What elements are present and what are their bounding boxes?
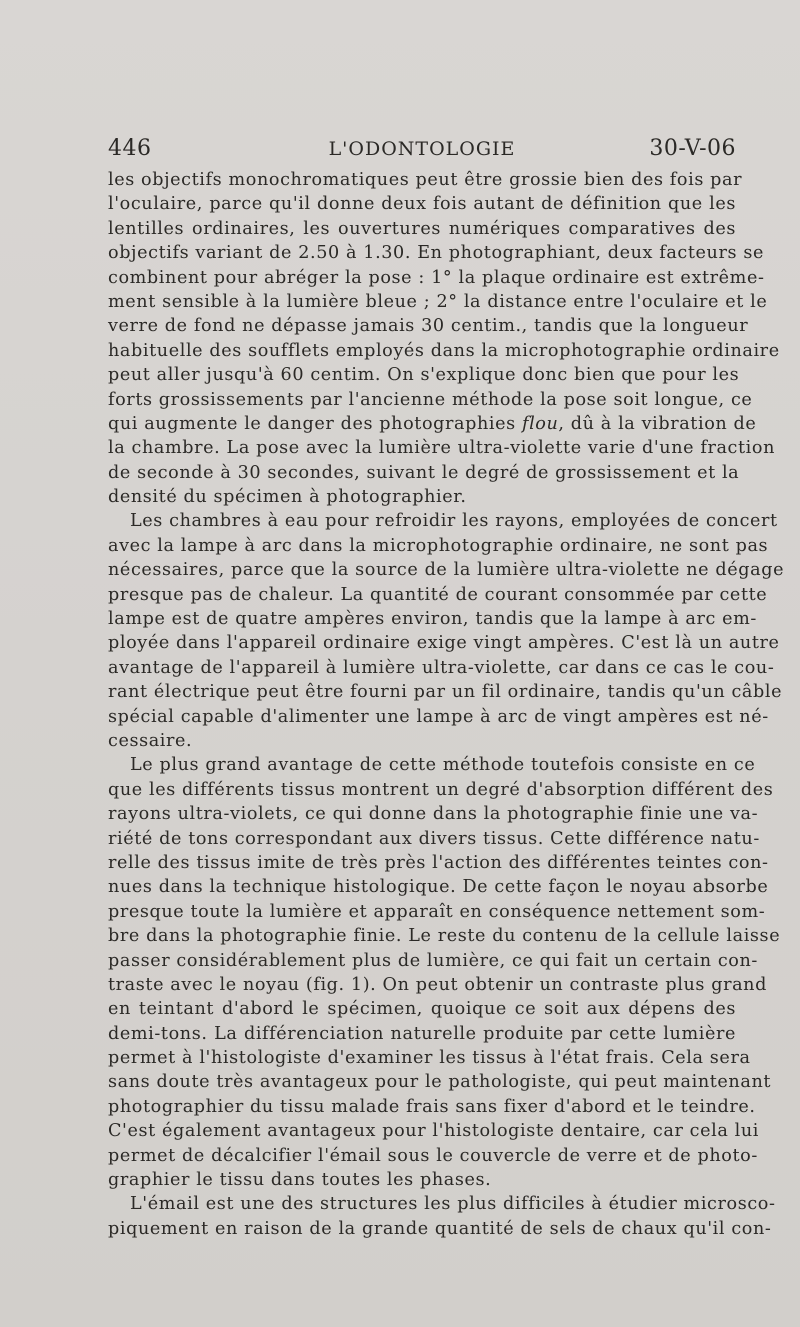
text-line: sans doute très avantageux pour le pathologiste, qui peut maintenant xyxy=(108,1072,772,1093)
text-line: photographier du tissu malade frais sans fixer d'abord et le teindre. xyxy=(108,1096,756,1117)
text-line: les objectifs monochromatiques peut être grossie bien des fois par xyxy=(108,170,743,190)
text-line: rant électrique peut être fourni par un fil ordinaire, tandis qu'un câble xyxy=(108,682,783,703)
text-line: forts grossissements par l'ancienne méthode la pose soit longue, ce xyxy=(108,389,753,410)
text-line: que les différents tissus montrent un degré d'absorption différent des xyxy=(108,779,774,800)
text-line: C'est également avantageux pour l'histologiste dentaire, car cela lui xyxy=(108,1121,760,1142)
text-line: l'oculaire, parce qu'il donne deux fois autant de définition que les xyxy=(108,194,736,215)
issue-date: 30-V-06 xyxy=(649,136,736,161)
text-line: L'émail est une des structures les plus difficiles à étudier microsco- xyxy=(130,1194,776,1215)
italic-word: flou xyxy=(521,413,559,434)
text-line: habituelle des soufflets employés dans la microphotographie ordinaire xyxy=(108,340,780,361)
text-line: presque pas de chaleur. La quantité de courant consommée par cette xyxy=(108,584,768,605)
text-line: presque toute la lumière et apparaît en conséquence nettement som- xyxy=(108,901,766,922)
text-line: permet de décalcifier l'émail sous le couvercle de verre et de photo- xyxy=(108,1145,758,1166)
text-line: cessaire. xyxy=(108,730,193,751)
text-line: ployée dans l'appareil ordinaire exige vingt ampères. C'est là un autre xyxy=(108,633,780,654)
text-line: nécessaires, parce que la source de la lumière ultra-violette ne dégage xyxy=(108,560,785,581)
text-line: permet à l'histologiste d'examiner les tissus à l'état frais. Cela sera xyxy=(108,1048,751,1069)
text-line: relle des tissus imite de très près l'action des différentes teintes con- xyxy=(108,852,769,873)
text-line: objectifs variant de 2.50 à 1.30. En photographiant, deux facteurs se xyxy=(108,243,764,264)
text-segment: qui augmente le danger des photographies xyxy=(108,413,522,434)
paragraph-4 xyxy=(108,1192,776,1241)
running-header xyxy=(108,136,736,170)
text-line: riété de tons correspondant aux divers tissus. Cette différence natu- xyxy=(108,828,760,849)
text-line: ment sensible à la lumière bleue ; 2° la distance entre l'oculaire et le xyxy=(108,291,768,312)
text-line: spécial capable d'alimenter une lampe à arc de vingt ampères est né- xyxy=(108,706,769,727)
text-line: verre de fond ne dépasse jamais 30 centim., tandis que la longueur xyxy=(108,316,749,337)
text-line: graphier le tissu dans toutes les phases. xyxy=(108,1170,492,1191)
body-text xyxy=(108,168,785,1241)
text-line: bre dans la photographie finie. Le reste du contenu de la cellule laisse xyxy=(108,926,781,947)
text-line: peut aller jusqu'à 60 centim. On s'explique donc bien que pour les xyxy=(108,365,740,386)
text-line: combinent pour abréger la pose : 1° la plaque ordinaire est extrême- xyxy=(108,267,765,288)
text-line: lentilles ordinaires, les ouvertures numériques comparatives des xyxy=(108,218,736,239)
text-line: avantage de l'appareil à lumière ultra-violette, car dans ce cas le cou- xyxy=(108,657,775,678)
text-line: avec la lampe à arc dans la microphotographie ordinaire, ne sont pas xyxy=(108,535,769,556)
text-line-mixed xyxy=(108,412,757,436)
paragraph-3 xyxy=(108,753,781,1192)
text-line: passer considérablement plus de lumière, ce qui fait un certain con- xyxy=(108,950,758,971)
text-line: traste avec le noyau (fig. 1). On peut obtenir un contraste plus grand xyxy=(108,974,767,995)
text-line: densité du spécimen à photographier. xyxy=(108,487,467,508)
text-line: Les chambres à eau pour refroidir les rayons, employées de concert xyxy=(130,511,778,532)
journal-title: L'ODONTOLOGIE xyxy=(328,138,516,160)
text-line: la chambre. La pose avec la lumière ultra-violette varie d'une fraction xyxy=(108,438,776,459)
paragraph-2 xyxy=(108,509,785,753)
text-line: lampe est de quatre ampères environ, tandis que la lampe à arc em- xyxy=(108,609,757,630)
text-segment: , dû à la vibration de xyxy=(558,413,757,434)
text-line: de seconde à 30 secondes, suivant le degré de grossissement et la xyxy=(108,462,740,483)
text-line: demi-tons. La différenciation naturelle produite par cette lumière xyxy=(108,1023,736,1044)
text-line: nues dans la technique histologique. De cette façon le noyau absorbe xyxy=(108,877,769,898)
page-number: 446 xyxy=(108,136,152,161)
text-line: piquement en raison de la grande quantité de sels de chaux qu'il con- xyxy=(108,1218,772,1239)
text-line: rayons ultra-violets, ce qui donne dans la photographie finie une va- xyxy=(108,804,759,825)
paragraph-1 xyxy=(108,168,780,509)
text-line: en teintant d'abord le spécimen, quoique ce soit aux dépens des xyxy=(108,999,736,1020)
text-line: Le plus grand avantage de cette méthode toutefois consiste en ce xyxy=(130,755,756,776)
